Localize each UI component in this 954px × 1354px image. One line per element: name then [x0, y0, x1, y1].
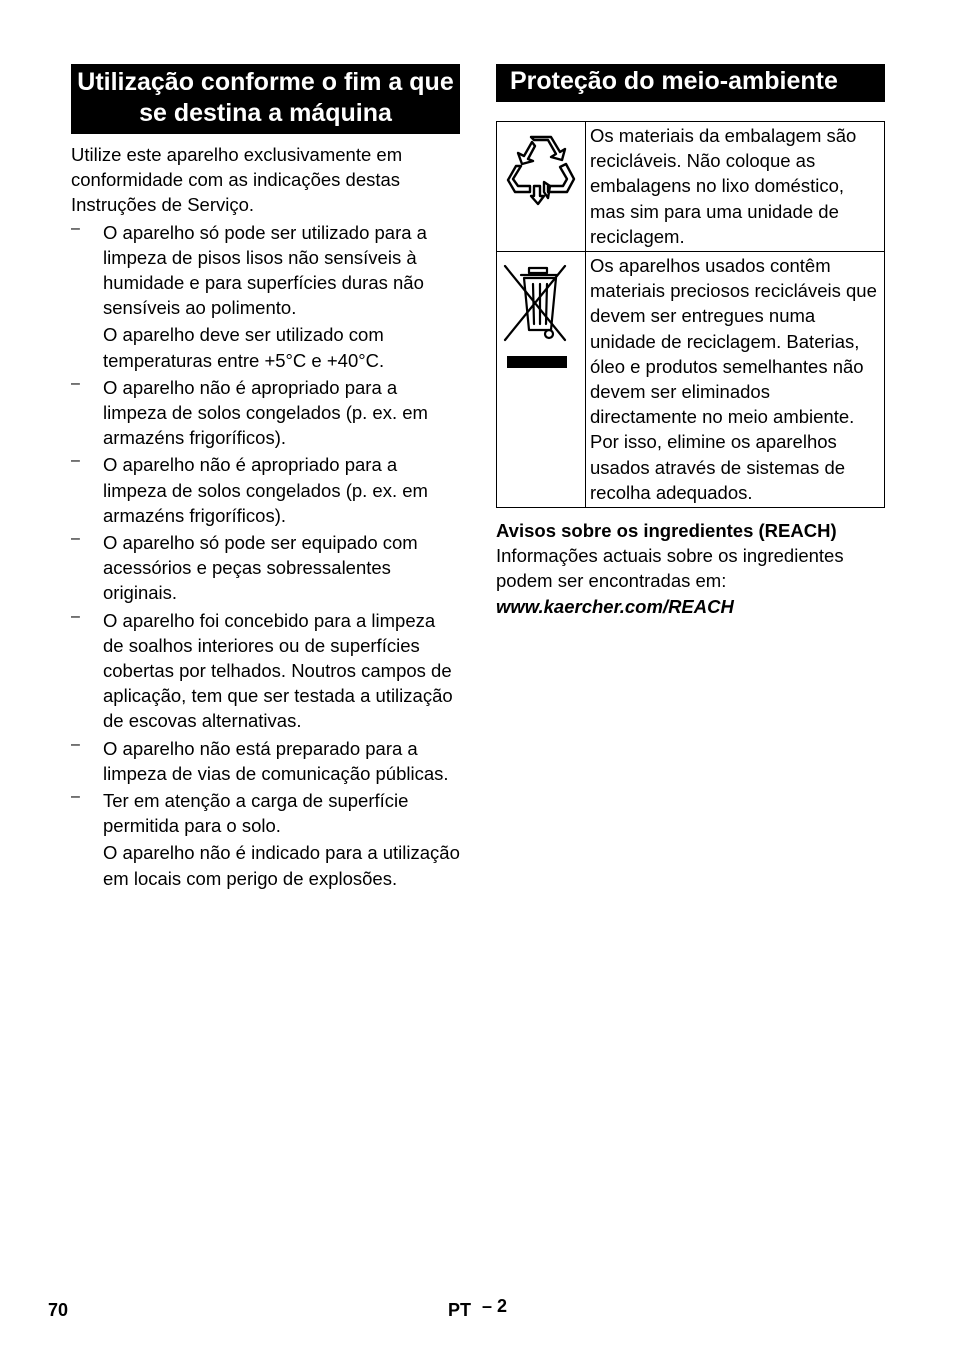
dash-marker: –: [71, 735, 80, 753]
packaging-recycling-text: Os materiais da embalagem são recicláveis. Não coloque as embalagens no lixo doméstico, mas sim para uma unidade de reciclagem.: [586, 122, 885, 252]
dash-marker: –: [71, 374, 80, 392]
language-code: PT: [448, 1300, 472, 1320]
dash-marker: –: [71, 607, 80, 625]
intended-use-heading: Utilização conforme o fim a que se destina a máquina: [71, 64, 460, 134]
crossed-bin-icon: [503, 262, 575, 370]
list-item-text: O aparelho não é apropriado para a limpeza de solos congelados (p. ex. em armazéns frigoríficos).: [103, 376, 428, 449]
list-item-note: O aparelho não é indicado para a utilização em locais com perigo de explosões.: [103, 842, 460, 889]
reach-body: Informações actuais sobre os ingredientes podem ser encontradas em:: [496, 545, 844, 592]
list-item: [71, 788, 460, 891]
intended-use-list: [71, 220, 460, 891]
dash-marker: –: [71, 530, 80, 548]
table-row: [497, 122, 885, 252]
icon-cell: [497, 122, 586, 252]
list-item: [71, 530, 460, 606]
reach-url: www.kaercher.com/REACH: [496, 595, 734, 617]
reach-title: Avisos sobre os ingredientes (REACH): [496, 520, 837, 542]
environment-heading: Proteção do meio-ambiente: [496, 64, 885, 102]
reach-section: [496, 518, 885, 619]
list-item-text: O aparelho foi concebido para a limpeza de soalhos interiores ou de superfícies cobertas por telhados. Noutros campos de aplicação, tem que ser testada a utilização de escovas alternativas.: [103, 609, 453, 732]
dash-marker: –: [71, 219, 80, 237]
list-item: [71, 375, 460, 451]
left-column: [71, 64, 460, 891]
list-item-text: O aparelho não está preparado para a limpeza de vias de comunicação públicas.: [103, 737, 449, 784]
intended-use-intro: Utilize este aparelho exclusivamente em conformidade com as indicações destas Instruções de Serviço.: [71, 144, 403, 216]
right-column: [496, 64, 885, 619]
list-item: [71, 220, 460, 373]
list-item-note: O aparelho deve ser utilizado com temperaturas entre +5°C e +40°C.: [103, 324, 385, 371]
list-item-text: O aparelho só pode ser equipado com acessórios e peças sobressalentes originais.: [103, 532, 418, 604]
icon-cell: [497, 252, 586, 508]
list-item: [71, 736, 460, 786]
section-number: – 2: [482, 1296, 508, 1316]
recycle-icon: [504, 134, 578, 208]
dash-marker: –: [71, 452, 80, 470]
table-row: [497, 252, 885, 508]
list-item: [71, 608, 460, 734]
list-item-text: O aparelho só pode ser utilizado para a limpeza de pisos lisos não sensíveis à humidade e para superfícies duras não sensíveis ao polimento.: [103, 221, 427, 319]
list-item-text: Ter em atenção a carga de superfície permitida para o solo.: [103, 790, 409, 837]
environment-table: [496, 121, 885, 508]
list-item-text: O aparelho não é apropriado para a limpeza de solos congelados (p. ex. em armazéns frigoríficos).: [103, 454, 428, 526]
list-item: [71, 452, 460, 528]
device-disposal-text: Os aparelhos usados contêm materiais preciosos recicláveis que devem ser entregues numa unidade de reciclagem. Baterias, óleo e produtos semelhantes não devem ser eliminados directamente no meio ambiente. Por isso, elimine os aparelhos usados através de sistemas de recolha adequados.: [586, 252, 885, 508]
dash-marker: –: [71, 788, 80, 806]
page-number: 70: [48, 1300, 69, 1320]
